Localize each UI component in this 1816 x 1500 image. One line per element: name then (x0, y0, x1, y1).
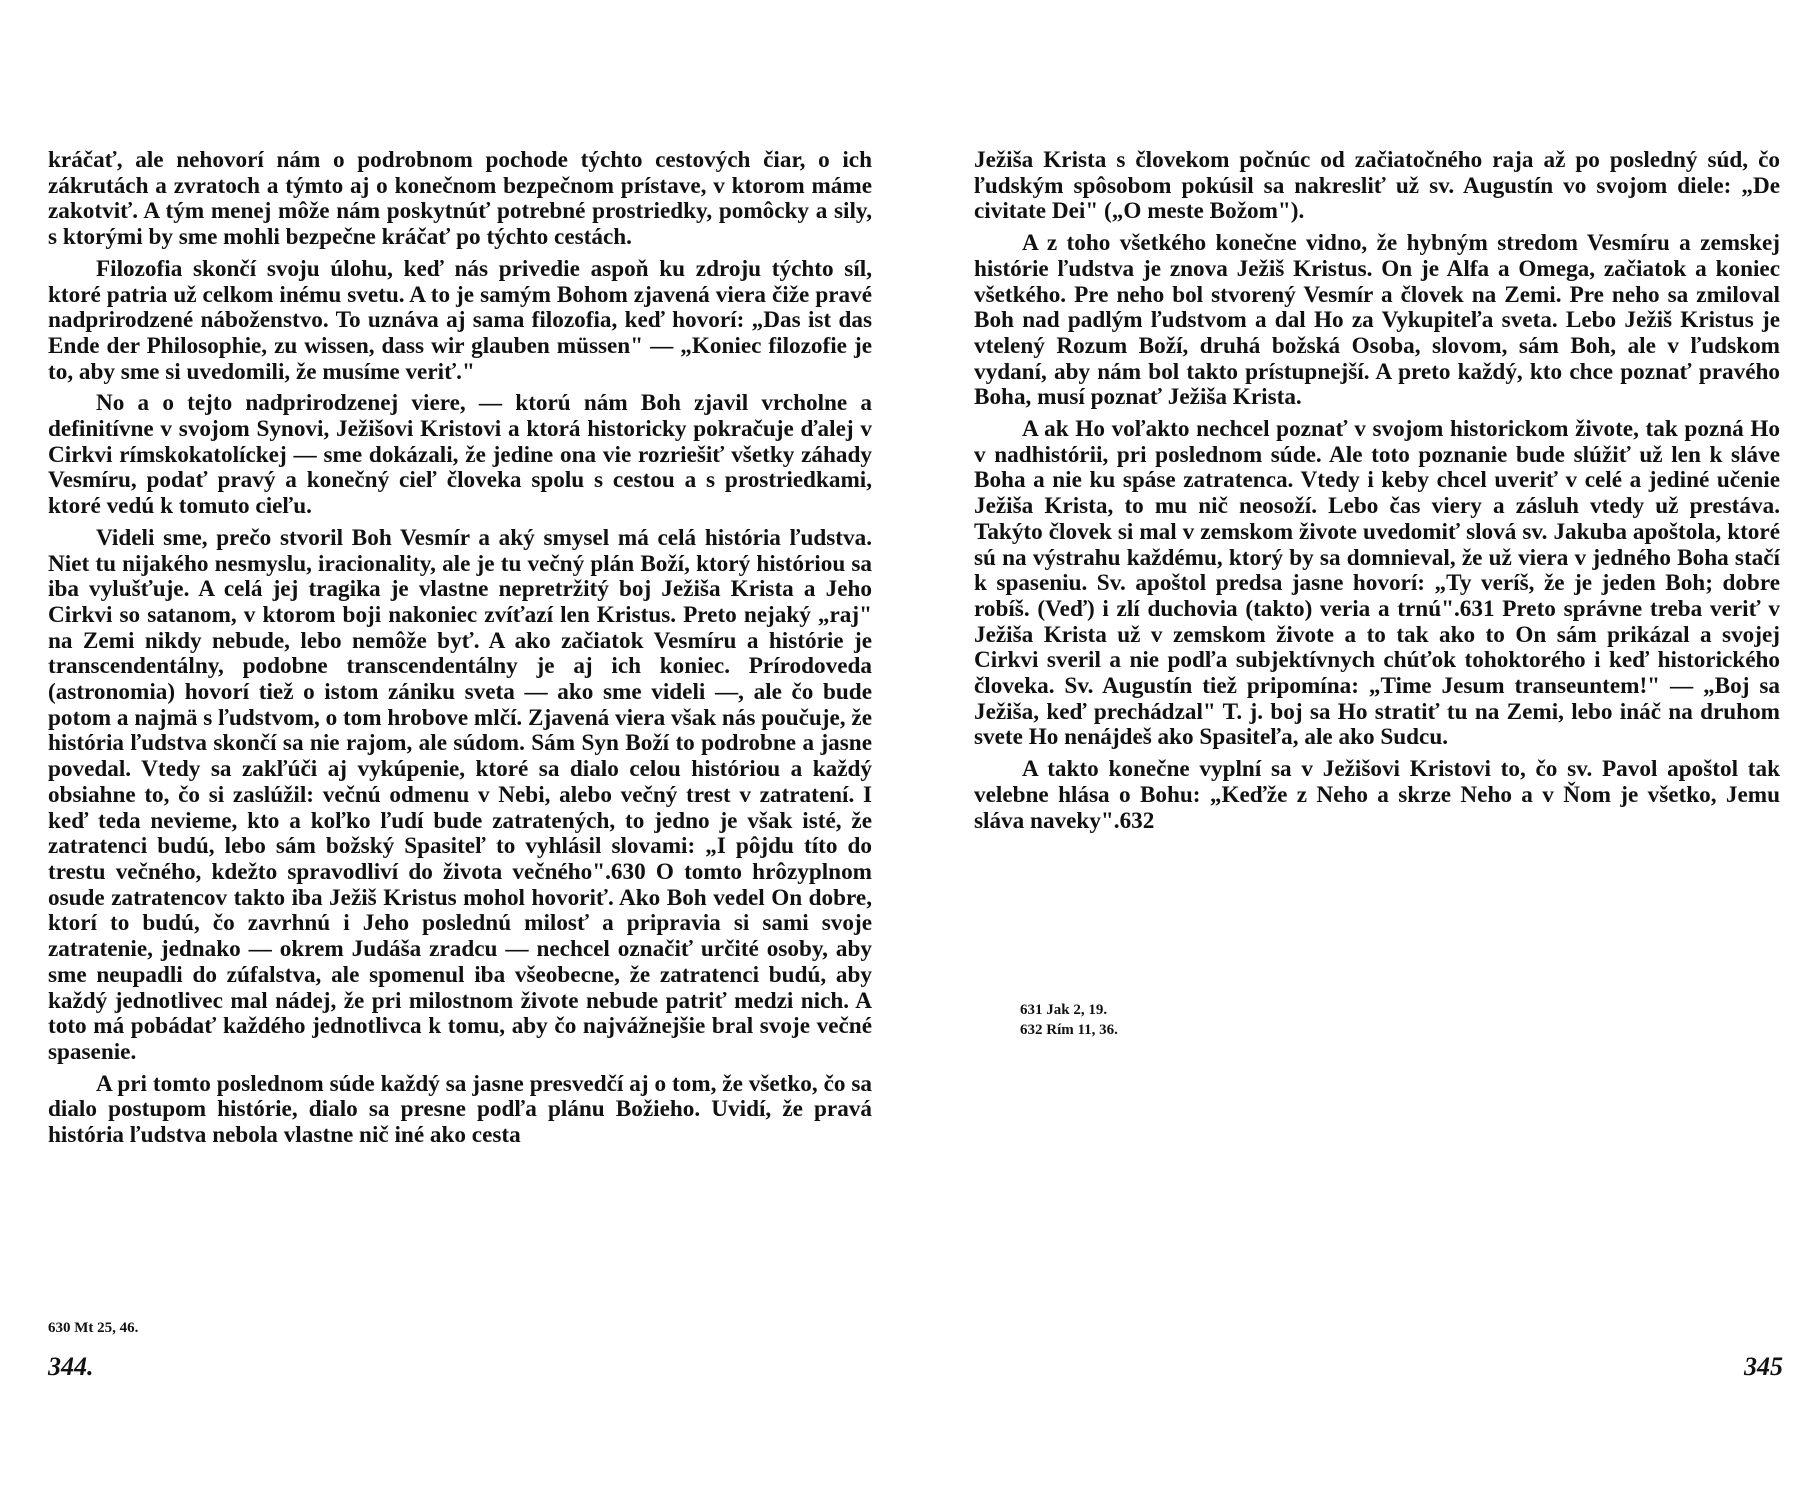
right-paragraph-4: A takto konečne vyplní sa v Ježišovi Kristovi to, čo sv. Pavol apoštol tak velebne hlása o Bohu: „Keďže z Neho a skrze Neho a v Ňom je všetko, Jemu sláva naveky".632 (974, 756, 1780, 834)
left-paragraph-2: Filozofia skončí svoju úlohu, keď nás privedie aspoň ku zdroju týchto síl, ktoré patria už celkom inému svetu. A to je samým Bohom zjavená viera čiže pravé nadprirodzené náboženstvo. To uznáva aj sama filozofia, keď hovorí: „Das ist das Ende der Philosophie, zu wissen, dass wir glauben müssen" — „Koniec filozofie je to, aby sme si uvedomili, že musíme veriť." (48, 255, 872, 385)
left-page (48, 148, 872, 1155)
right-page (974, 148, 1780, 840)
right-page-number: 345 (1744, 1352, 1783, 1381)
left-paragraph-4: Videli sme, prečo stvoril Boh Vesmír a aký smysel má celá história ľudstva. Niet tu nijakého nesmyslu, iracionality, ale je tu večný plán Boží, ktorý históriou sa iba vylušťuje. A celá jej tragika je vlastne nepretržitý boj Ježiša Krista a Jeho Cirkvi so satanom, v ktorom boji nakoniec zvíťazí len Kristus. Preto nejaký „raj" na Zemi nikdy nebude, lebo nemôže byť. A ako začiatok Vesmíru a histórie je transcendentálny, podobne transcendentálny je aj ich koniec. Prírodoveda (astronomia) hovorí tiež o istom zániku sveta — ako sme videli —, ale čo bude potom a najmä s ľudstvom, o tom hrobove mlčí. Zjavená viera však nás poučuje, že história ľudstva skončí sa nie rajom, ale súdom. Sám Syn Boží to podrobne a jasne povedal. Vtedy sa zakľúči aj vykúpenie, ktoré sa dialo celou históriou a každý obsiahne to, čo si zaslúžil: večnú odmenu v Nebi, alebo večný trest v zatratení. I keď teda nevieme, kto a koľko ľudí bude zatratených, to jedno je však isté, že zatratenci budú, lebo sám božský Spasiteľ to vyhlásil slovami: „I pôjdu títo do trestu večného, kdežto spravodliví do života večného".630 O tomto hrôzyplnom osude zatratencov takto iba Ježiš Kristus mohol hovoriť. Ako Boh vedel On dobre, ktorí to budú, čo zavrhnú i Jeho poslednú milosť a pripravia si sami svoje zatratenie, jednako — okrem Judáša zradcu — nechcel označiť určité osoby, aby sme neupadli do zúfalstva, ale spomenul iba všeobecne, že zatratenci budú, aby každý jednotlivec mal nádej, že pri milostnom živote nebude patriť medzi nich. A toto má pobádať každého jednotlivca k tomu, aby čo najvážnejšie bral svoje večné spasenie. (48, 524, 872, 1065)
left-paragraph-3: No a o tejto nadprirodzenej viere, — ktorú nám Boh zjavil vrcholne a definitívne v svojom Synovi, Ježišovi Kristovi a ktorá historicky pokračuje ďalej v Cirkvi rímskokatolíckej — sme dokázali, že jedine ona vie rozriešiť všetky záhady Vesmíru, podať pravý a konečný cieľ človeka spolu s cestou a s prostriedkami, ktoré vedú k tomuto cieľu. (48, 390, 872, 520)
footnote-630: 630 Mt 25, 46. (48, 1320, 139, 1336)
right-paragraph-2: A z toho všetkého konečne vidno, že hybným stredom Vesmíru a zemskej histórie ľudstva je znova Ježiš Kristus. On je Alfa a Omega, začiatok a koniec všetkého. Pre neho bol stvorený Vesmír a človek na Zemi. Pre neho sa zmiloval Boh nad padlým ľudstvom a dal Ho za Vykupiteľa sveta. Lebo Ježiš Kristus je vtelený Rozum Boží, druhá božská Osoba, slovom, sám Boh, ale v ľudskom vydaní, aby nám bol takto prístupnejší. A preto každý, kto chce poznať pravého Boha, musí poznať Ježiša Krista. (974, 230, 1780, 411)
footnote-631: 631 Jak 2, 19. (1020, 1002, 1108, 1018)
left-footnotes (48, 1318, 138, 1338)
left-paragraph-1: kráčať, ale nehovorí nám o podrobnom pochode týchto cestových čiar, o ich zákrutách a zvratoch a týmto aj o konečnom bezpečnom prístave, v ktorom máme zakotviť. A tým menej môže nám poskytnúť potrebné prostriedky, pomôcky a sily, s ktorými by sme mohli bezpečne kráčať po týchto cestách. (48, 147, 872, 251)
right-paragraph-1: Ježiša Krista s človekom počnúc od začiatočného raja až po posledný súd, čo ľudským spôsobom pokúsil sa nakresliť už sv. Augustín vo svojom diele: „De civitate Dei" („O meste Božom"). (974, 147, 1780, 225)
left-paragraph-5: A pri tomto poslednom súde každý sa jasne presvedčí aj o tom, že všetko, čo sa dialo postupom histórie, dialo sa presne podľa plánu Božieho. Uvidí, že pravá história ľudstva nebola vlastne nič iné ako cesta (48, 1070, 872, 1149)
footnote-632: 632 Rím 11, 36. (1020, 1022, 1118, 1038)
right-footnotes (1020, 1000, 1118, 1040)
right-paragraph-3: A ak Ho voľakto nechcel poznať v svojom historickom živote, tak pozná Ho v nadhistórii, pri poslednom súde. Ale toto poznanie bude slúžiť už len k sláve Boha a nie ku spáse zatratenca. Vtedy i keby chcel uveriť v celé a jediné učenie Ježiša Krista, to mu nič neosoží. Lebo čas viery a zásluh vtedy už prestáva. Takýto človek si mal v zemskom živote uvedomiť slová sv. Jakuba apoštola, ktoré sú na výstrahu každému, ktorý by sa domnieval, že už viera v jedného Boha stačí k spaseniu. Sv. apoštol predsa jasne hovorí: „Ty veríš, že je jeden Boh; dobre robíš. (Veď) i zlí duchovia (takto) veria a trnú".631 Preto správne treba veriť v Ježiša Krista už v zemskom živote a to tak ako to On sám prikázal a svojej Cirkvi sveril a nie podľa subjektívnych chúťok tohoktorého i keď historického človeka. Sv. Augustín tiež pripomína: „Time Jesum transeuntem!" — „Boj sa Ježiša, keď prechádzal" T. j. boj sa Ho stratiť tu na Zemi, lebo ináč na druhom svete Ho nenájdeš ako Spasiteľa, ale ako Sudcu. (974, 416, 1780, 751)
left-page-number: 344. (48, 1352, 94, 1381)
